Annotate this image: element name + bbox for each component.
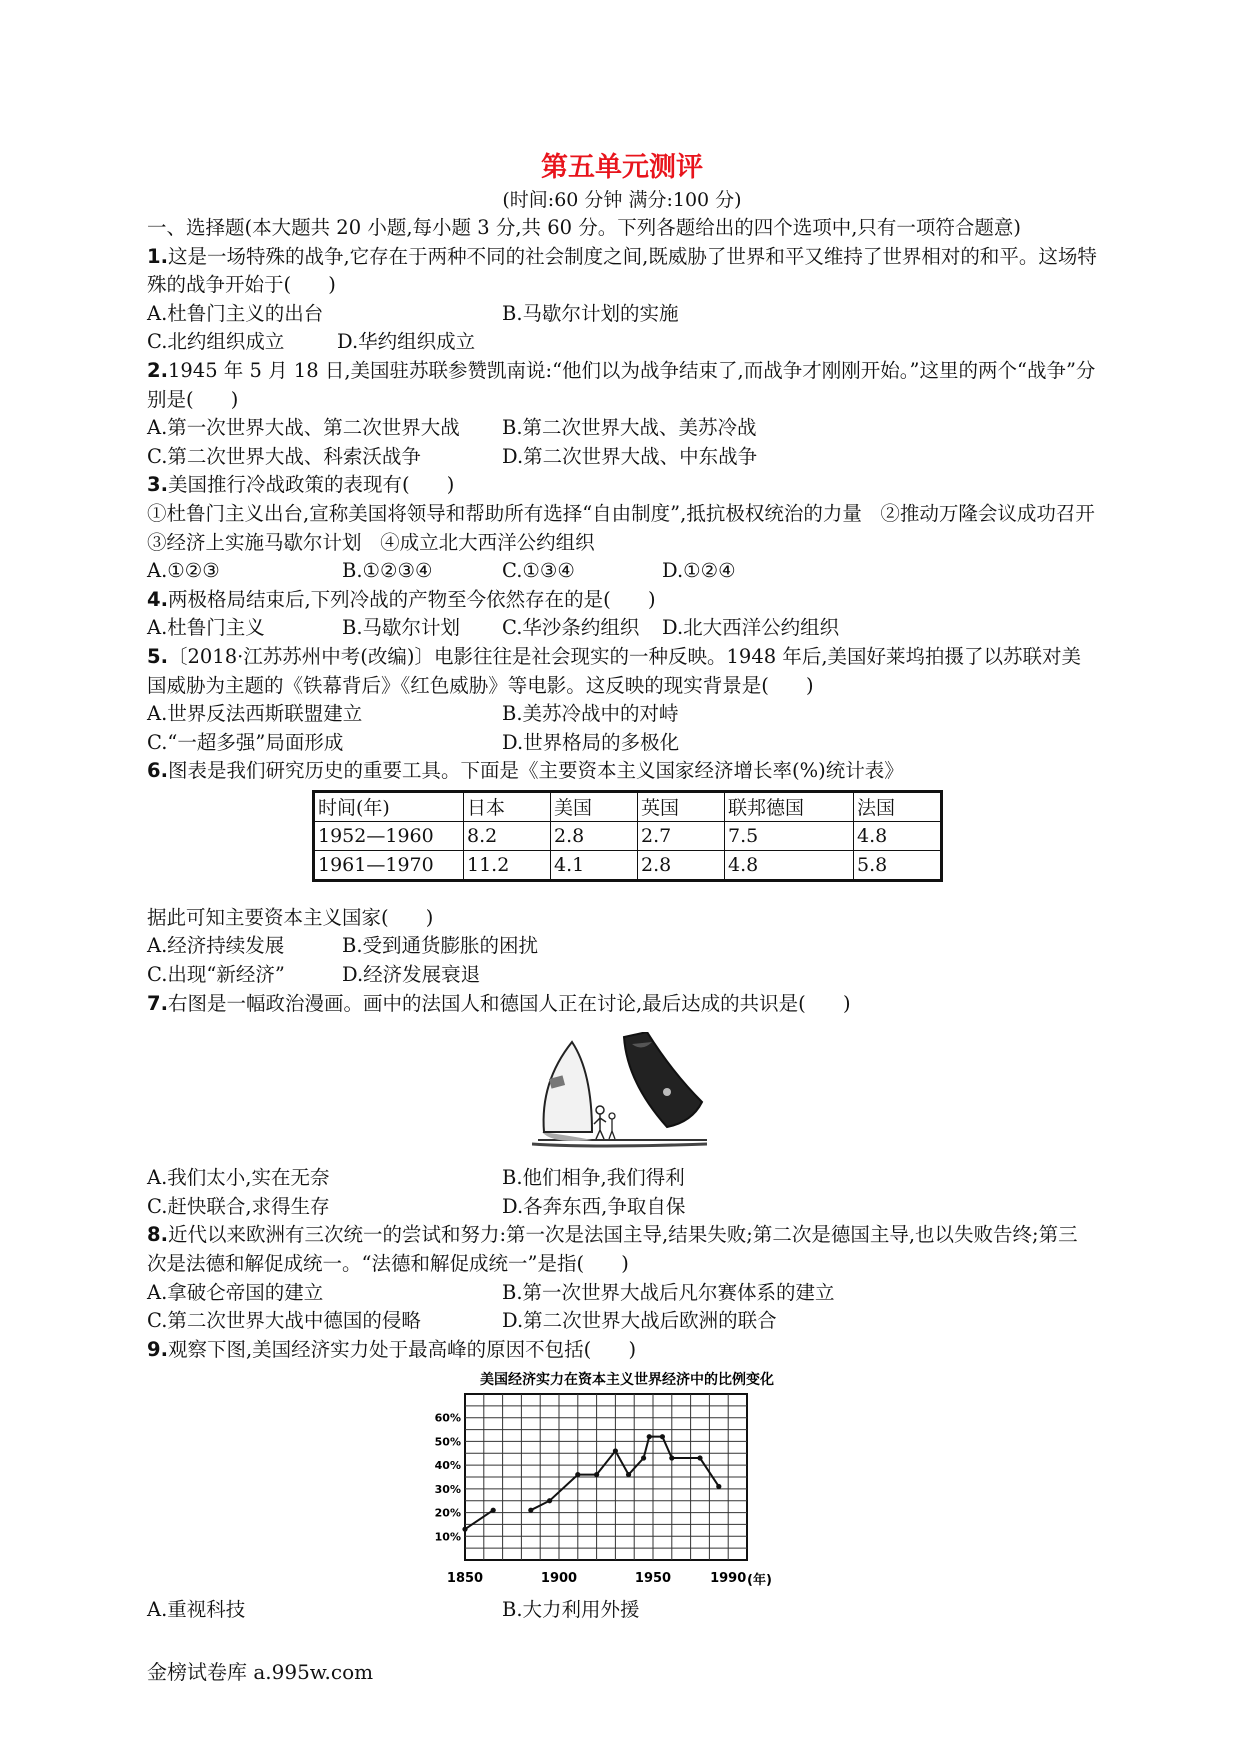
data-point xyxy=(547,1499,552,1504)
data-point xyxy=(641,1456,646,1461)
page-footer: 金榜试卷库 a.995w.com xyxy=(147,1660,374,1684)
option-c: C.赶快联合,求得生存 xyxy=(147,1194,330,1218)
table-header-cell: 法国 xyxy=(854,791,942,821)
chart-grid xyxy=(465,1394,747,1560)
option-c: C.第二次世界大战中德国的侵略 xyxy=(147,1309,421,1333)
options-row xyxy=(147,443,1097,472)
option-c: C.北约组织成立 xyxy=(147,330,285,354)
table-cell: 1952—1960 xyxy=(314,821,464,850)
question-number: 6. xyxy=(147,759,168,783)
question-number: 2. xyxy=(147,358,168,382)
option-d: D.第二次世界大战后欧洲的联合 xyxy=(502,1309,777,1333)
table-cell: 7.5 xyxy=(725,821,854,850)
option-a: A.世界反法西斯联盟建立 xyxy=(147,702,363,726)
question-6 xyxy=(147,757,1097,786)
option-a: A.①②③ xyxy=(147,559,220,583)
table-header-cell: 联邦德国 xyxy=(725,791,854,821)
table-header-cell: 美国 xyxy=(551,791,638,821)
option-b: B.①②③④ xyxy=(342,559,433,583)
data-point xyxy=(575,1472,580,1477)
option-a: A.第一次世界大战、第二次世界大战 xyxy=(147,416,460,440)
options-row xyxy=(147,1193,1097,1222)
data-point xyxy=(613,1449,618,1454)
question-4 xyxy=(147,586,1097,615)
question-3 xyxy=(147,471,1097,500)
options-row xyxy=(147,1307,1097,1336)
data-point xyxy=(528,1508,533,1513)
option-d: D.第二次世界大战、中东战争 xyxy=(502,444,758,468)
table-header-cell: 时间(年) xyxy=(314,791,464,821)
table-cell: 2.7 xyxy=(638,821,725,850)
options-row xyxy=(147,557,1097,586)
us-economy-share-chart xyxy=(427,1370,827,1588)
question-5 xyxy=(147,643,1097,700)
question-number: 3. xyxy=(147,473,168,497)
option-a: A.拿破仑帝国的建立 xyxy=(147,1280,324,1304)
section-heading: 一、选择题(本大题共 20 小题,每小题 3 分,共 60 分。下列各题给出的四个选项中,只有一项符合题意) xyxy=(147,216,1022,239)
page-title: 第五单元测评 xyxy=(541,152,703,183)
option-d: D.各奔东西,争取自保 xyxy=(502,1194,686,1218)
table-cell: 2.8 xyxy=(551,821,638,850)
option-a: A.经济持续发展 xyxy=(147,934,285,958)
question-text: 〔2018·江苏苏州中考(改编)〕电影往往是社会现实的一种反映。1948 年后,美国好莱坞拍摄了以苏联对美国威胁为主题的《铁幕背后》《红色威胁》等电影。这反映的现实背景是( ) xyxy=(147,644,1082,697)
question-text: 1945 年 5 月 18 日,美国驻苏联参赞凯南说:“他们以为战争结束了,而战争才刚刚开始。”这里的两个“战争”分别是( ) xyxy=(147,358,1096,411)
table-cell: 5.8 xyxy=(854,850,942,880)
table-cell: 8.2 xyxy=(464,821,551,850)
option-c: C.出现“新经济” xyxy=(147,963,285,987)
option-d: D.世界格局的多极化 xyxy=(502,730,680,754)
table-cell: 1961—1970 xyxy=(314,850,464,880)
option-c: C.①③④ xyxy=(502,559,575,583)
question-text: 图表是我们研究历史的重要工具。下面是《主要资本主义国家经济增长率(%)统计表》 xyxy=(167,759,904,783)
question-1 xyxy=(147,243,1097,300)
table-cell: 4.1 xyxy=(551,850,638,880)
options-row xyxy=(147,1279,1097,1308)
option-b: B.受到通货膨胀的困扰 xyxy=(342,934,539,958)
option-d: D.经济发展衰退 xyxy=(342,963,481,987)
options-row xyxy=(147,1596,1097,1625)
page-subtitle: (时间:60 分钟 满分:100 分) xyxy=(502,189,742,211)
table-header-row xyxy=(314,791,942,821)
x-tick-label: 1950 xyxy=(634,1571,672,1587)
data-point xyxy=(594,1472,599,1477)
political-cartoon-image xyxy=(532,1032,707,1150)
growth-rate-table xyxy=(312,790,943,882)
x-tick-label: 1900 xyxy=(540,1571,578,1587)
data-point xyxy=(491,1508,496,1513)
options-row xyxy=(147,700,1097,729)
table-cell: 11.2 xyxy=(464,850,551,880)
table-header-cell: 英国 xyxy=(638,791,725,821)
question-text: 这是一场特殊的战争,它存在于两种不同的社会制度之间,既威胁了世界和平又维持了世界相对的和平。这场特殊的战争开始于( ) xyxy=(147,244,1097,297)
table-cell: 4.8 xyxy=(725,850,854,880)
question-number: 7. xyxy=(147,991,168,1015)
y-axis-ticks xyxy=(435,1412,461,1544)
question-9 xyxy=(147,1336,1097,1365)
options-row xyxy=(147,1164,1097,1193)
y-tick-label: 30% xyxy=(434,1483,461,1497)
options-row xyxy=(147,932,1097,961)
x-axis-label: (年) xyxy=(747,1573,772,1589)
option-c: C.“一超多强”局面形成 xyxy=(147,730,344,754)
question-number: 1. xyxy=(147,244,168,268)
question-8 xyxy=(147,1221,1097,1278)
option-c: C.第二次世界大战、科索沃战争 xyxy=(147,444,421,468)
question-text: 美国推行冷战政策的表现有( ) xyxy=(167,473,455,497)
x-tick-label: 1990 xyxy=(710,1571,747,1587)
option-a: A.我们太小,实在无奈 xyxy=(147,1166,330,1190)
option-a: A.杜鲁门主义 xyxy=(147,616,265,640)
option-b: B.他们相争,我们得利 xyxy=(502,1166,685,1190)
data-point xyxy=(462,1527,467,1532)
option-b: B.马歇尔计划的实施 xyxy=(502,301,679,325)
question-text: 近代以来欧洲有三次统一的尝试和努力:第一次是法国主导,结果失败;第二次是德国主导,也以失败告终;第三次是法德和解促成统一。“法德和解促成统一”是指( ) xyxy=(147,1223,1078,1276)
x-axis-ticks xyxy=(447,1571,746,1586)
options-row xyxy=(147,328,1097,357)
question-7 xyxy=(147,990,1097,1019)
option-a: A.杜鲁门主义的出台 xyxy=(147,301,324,325)
data-point xyxy=(669,1456,674,1461)
question-followup: 据此可知主要资本主义国家( ) xyxy=(147,905,434,929)
option-b: B.大力利用外援 xyxy=(502,1598,640,1622)
options-row xyxy=(147,300,1097,329)
question-number: 5. xyxy=(147,644,168,668)
option-b: B.第二次世界大战、美苏冷战 xyxy=(502,416,757,440)
data-point xyxy=(716,1484,721,1489)
options-row xyxy=(147,414,1097,443)
question-text: 右图是一幅政治漫画。画中的法国人和德国人正在讨论,最后达成的共识是( ) xyxy=(167,991,851,1015)
question-detail: ①杜鲁门主义出台,宣称美国将领导和帮助所有选择“自由制度”,抵抗极权统治的力量 ②推动万隆会议成功召开 ③经济上实施马歇尔计划 ④成立北大西洋公约组织 xyxy=(147,501,1114,554)
options-row xyxy=(147,961,1097,990)
question-number: 8. xyxy=(147,1223,168,1247)
question-text: 两极格局结束后,下列冷战的产物至今依然存在的是( ) xyxy=(167,587,656,611)
question-number: 4. xyxy=(147,587,168,611)
y-tick-label: 40% xyxy=(434,1459,461,1473)
x-tick-label: 1850 xyxy=(446,1571,484,1587)
y-tick-label: 10% xyxy=(434,1530,461,1544)
y-tick-label: 60% xyxy=(434,1412,461,1426)
exam-page xyxy=(147,150,1114,1625)
table-row xyxy=(314,850,942,880)
data-point xyxy=(647,1434,652,1439)
question-2 xyxy=(147,357,1097,414)
question-text: 观察下图,美国经济实力处于最高峰的原因不包括( ) xyxy=(167,1337,637,1361)
chart-title: 美国经济实力在资本主义世界经济中的比例变化 xyxy=(480,1372,774,1389)
y-tick-label: 50% xyxy=(434,1435,461,1449)
table-cell: 4.8 xyxy=(854,821,942,850)
data-point xyxy=(697,1456,702,1461)
option-b: B.马歇尔计划 xyxy=(342,616,461,640)
option-d: D.华约组织成立 xyxy=(337,330,476,354)
option-a: A.重视科技 xyxy=(147,1598,246,1622)
options-row xyxy=(147,614,1097,643)
option-b: B.美苏冷战中的对峙 xyxy=(502,702,679,726)
table-header-cell: 日本 xyxy=(464,791,551,821)
data-point xyxy=(660,1434,665,1439)
option-d: D.北大西洋公约组织 xyxy=(662,616,840,640)
options-row xyxy=(147,729,1097,758)
option-c: C.华沙条约组织 xyxy=(502,616,640,640)
table-cell: 2.8 xyxy=(638,850,725,880)
y-tick-label: 20% xyxy=(434,1506,461,1520)
option-d: D.①②④ xyxy=(662,559,736,583)
data-point xyxy=(626,1472,631,1477)
option-b: B.第一次世界大战后凡尔赛体系的建立 xyxy=(502,1280,835,1304)
table-row xyxy=(314,821,942,850)
chart-series xyxy=(462,1434,721,1532)
question-number: 9. xyxy=(147,1337,168,1361)
